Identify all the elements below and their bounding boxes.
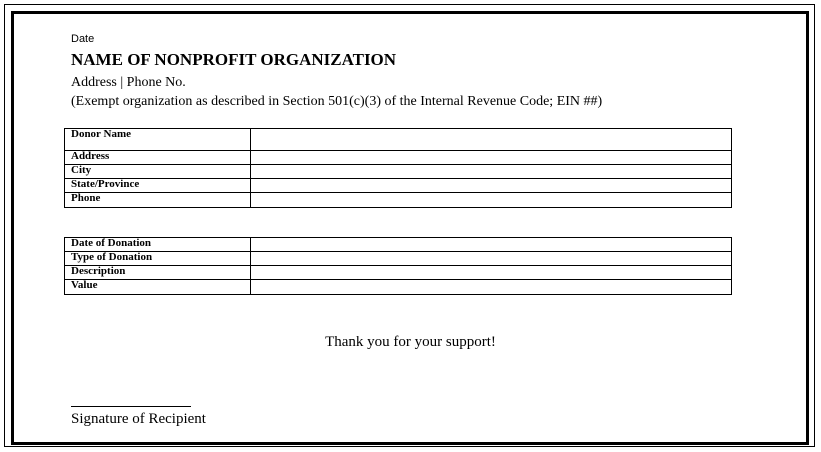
type-of-donation-value[interactable]	[251, 252, 732, 266]
table-row	[65, 129, 732, 151]
value-value[interactable]	[251, 280, 732, 295]
address-phone-line: Address | Phone No.	[71, 75, 186, 90]
donor-name-value[interactable]	[251, 129, 732, 151]
phone-value[interactable]	[251, 193, 732, 208]
phone-label: Phone	[65, 193, 251, 208]
table-row	[65, 266, 732, 280]
state-province-value[interactable]	[251, 179, 732, 193]
table-row	[65, 151, 732, 165]
city-label: City	[65, 165, 251, 179]
table-row	[65, 280, 732, 295]
table-row	[65, 193, 732, 208]
state-province-label: State/Province	[65, 179, 251, 193]
date-of-donation-value[interactable]	[251, 238, 732, 252]
donor-info-table	[64, 128, 732, 208]
table-row	[65, 165, 732, 179]
donor-name-label: Donor Name	[65, 129, 251, 151]
thank-you-message: Thank you for your support!	[325, 334, 496, 350]
signature-line	[71, 406, 191, 407]
donation-info-table	[64, 237, 732, 295]
value-label: Value	[65, 280, 251, 295]
address-value[interactable]	[251, 151, 732, 165]
table-row	[65, 252, 732, 266]
description-value[interactable]	[251, 266, 732, 280]
table-row	[65, 179, 732, 193]
type-of-donation-label: Type of Donation	[65, 252, 251, 266]
date-of-donation-label: Date of Donation	[65, 238, 251, 252]
exempt-status-line: (Exempt organization as described in Section 501(c)(3) of the Internal Revenue Code; EIN ##)	[71, 94, 603, 109]
address-label: Address	[65, 151, 251, 165]
organization-name: NAME OF NONPROFIT ORGANIZATION	[71, 50, 397, 69]
signature-label: Signature of Recipient	[71, 411, 206, 427]
table-row	[65, 238, 732, 252]
date-label: Date	[71, 33, 95, 45]
description-label: Description	[65, 266, 251, 280]
city-value[interactable]	[251, 165, 732, 179]
